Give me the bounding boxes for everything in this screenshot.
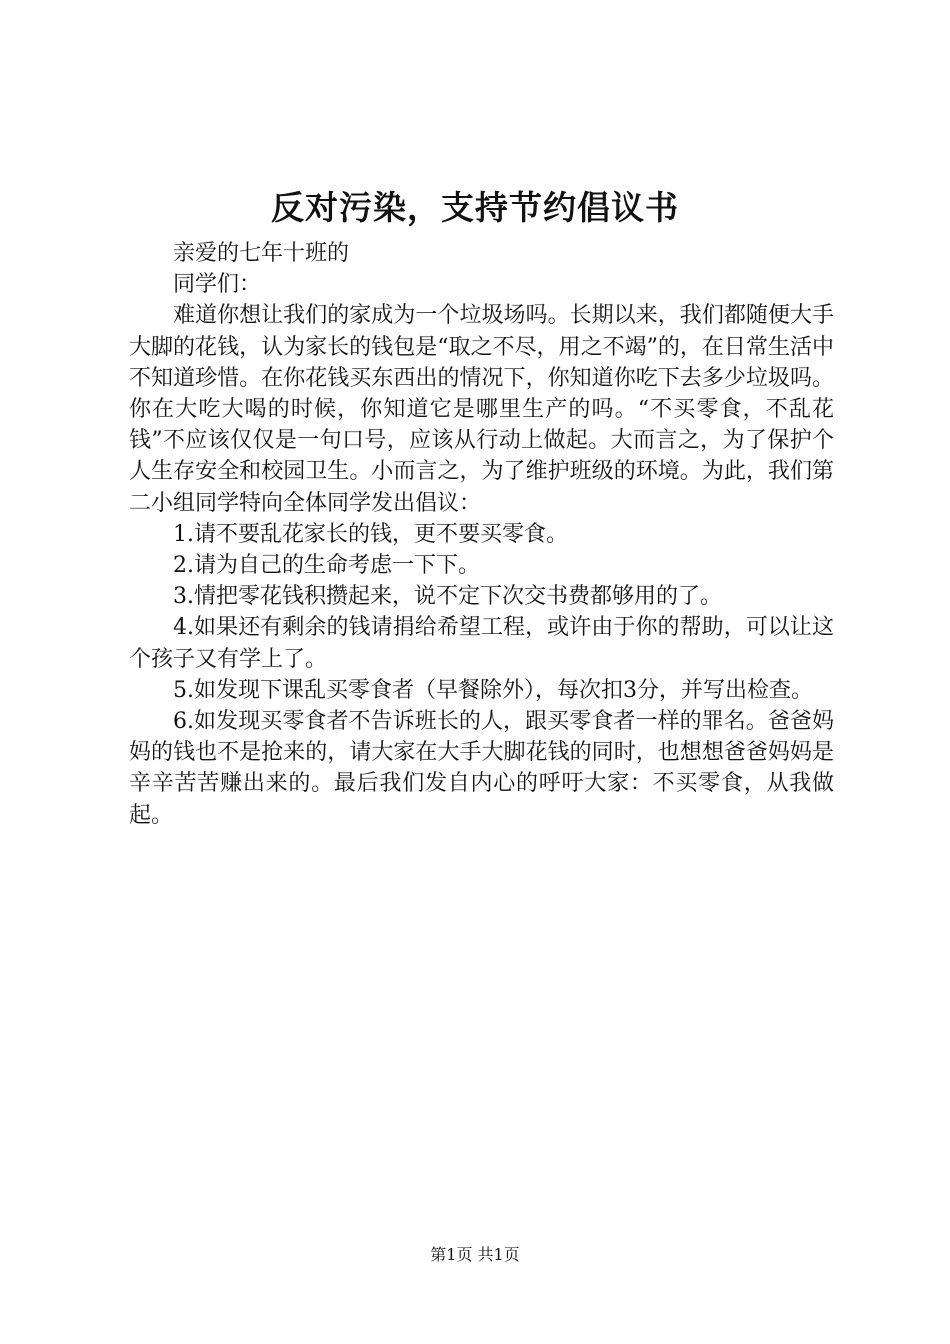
proposal-item-4: 4.如果还有剩余的钱请捐给希望工程，或许由于你的帮助，可以让这个孩子又有学上了。 (129, 615, 834, 672)
proposal-item-2: 2.请为自己的生命考虑一下下。 (173, 553, 480, 579)
salutation-line-1: 亲爱的七年十班的 (173, 241, 350, 266)
proposal-item-1: 1.请不要乱花家长的钱，更不要买零食。 (173, 521, 568, 547)
salutation-line-2: 同学们： (173, 272, 262, 298)
document-title: 反对污染，支持节约倡议书 (271, 188, 679, 227)
proposal-item-5: 5.如发现下课乱买零食者（早餐除外），每次扣3分，并写出检查。 (173, 677, 813, 703)
document-body (129, 238, 834, 831)
proposal-item-3: 3.情把零花钱积攒起来，说不定下次交书费都够用的了。 (173, 584, 722, 610)
page-footer: 第1页 共1页 (430, 1245, 520, 1264)
proposal-item-6: 6.如发现买零食者不告诉班长的人，跟买零食者一样的罪名。爸爸妈妈的钱也不是抢来的，请大家在大手大脚花钱的同时，也想想爸爸妈妈是辛辛苦苦赚出来的。最后我们发自内心的呼吁大家：不买零食，从我做起。 (129, 709, 834, 828)
intro-paragraph: 难道你想让我们的家成为一个垃圾场吗。长期以来，我们都随便大手大脚的花钱，认为家长的钱包是“取之不尽，用之不竭”的，在日常生活中不知道珍惜。在你花钱买东西出的情况下，你知道你吃下去多少垃圾吗。你在大吃大喝的时候，你知道它是哪里生产的吗。“不买零食，不乱花钱”不应该仅仅是一句口号，应该从行动上做起。大而言之，为了保护个人生存安全和校园卫生。小而言之，为了维护班级的环境。为此，我们第二小组同学特向全体同学发出倡议： (129, 303, 834, 516)
